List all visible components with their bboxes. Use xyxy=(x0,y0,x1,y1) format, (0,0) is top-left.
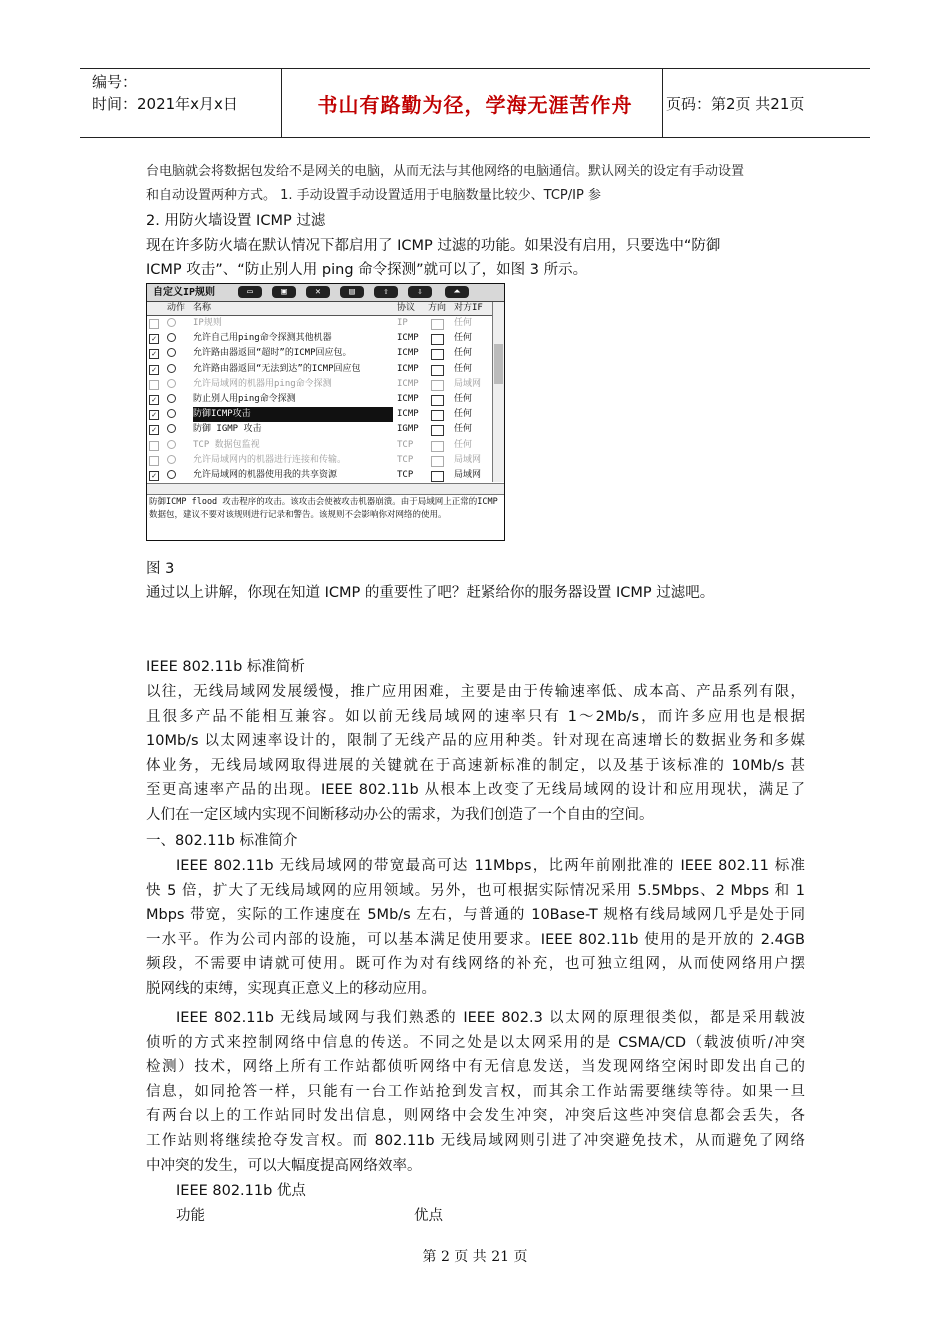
direction-icon xyxy=(431,395,444,406)
direction-icon xyxy=(431,410,444,421)
rule-name: 允许路由器返回“超时”的ICMP回应包。 xyxy=(193,348,352,359)
paragraph-line: 以往，无线局域网发展缓慢，推广应用困难，主要是由于传输速率低、成本高、产品系列有限， xyxy=(146,684,805,700)
action-icon xyxy=(167,318,176,327)
rule-protocol: TCP xyxy=(397,470,414,480)
action-icon xyxy=(167,394,176,403)
paragraph-line: 中冲突的发生，可以大幅度提高网络效率。 xyxy=(146,1157,422,1174)
header-page-info: 页码：第2页 共21页 xyxy=(666,94,805,113)
column-name: 名称 xyxy=(193,303,212,313)
rule-row xyxy=(147,438,492,453)
paragraph-line: Mbps 带宽，实际的工作速度在 5Mb/s 左右，与普通的 10Base-T 规格有线局域网几乎是处于同 xyxy=(146,907,805,924)
rule-protocol: ICMP xyxy=(397,394,419,404)
rule-checkbox: ✓ xyxy=(149,471,159,481)
action-icon xyxy=(167,470,176,479)
direction-icon xyxy=(431,349,444,360)
rule-checkbox xyxy=(149,456,159,466)
rule-checkbox: ✓ xyxy=(149,425,159,435)
rule-peer: 任何 xyxy=(454,348,473,359)
direction-icon xyxy=(431,334,444,345)
rule-name: TCP 数据包监视 xyxy=(193,439,260,450)
rule-row xyxy=(147,422,492,437)
firewall-rules-screenshot xyxy=(146,283,505,541)
rule-row xyxy=(147,362,492,377)
rule-description: 防御ICMP flood 攻击程序的攻击。该攻击会使被攻击机器崩溃。由于局域网上正常的ICMP数据包，建议不要对该规则进行记录和警告。该规则不会影响你对网络的使用。 xyxy=(149,497,498,520)
rule-checkbox: ✓ xyxy=(149,410,159,420)
direction-icon xyxy=(431,365,444,376)
action-icon xyxy=(167,379,176,388)
save-rule-icon: ▤ xyxy=(340,286,364,298)
rule-checkbox: ✓ xyxy=(149,365,159,375)
rules-column-header xyxy=(147,302,492,316)
action-icon xyxy=(167,333,176,342)
column-function-label: 功能 xyxy=(176,1208,205,1224)
rule-checkbox xyxy=(149,441,159,451)
rule-name: 防止别人用ping命令探测 xyxy=(193,394,296,404)
rule-checkbox xyxy=(149,380,159,390)
horizontal-scrollbar xyxy=(147,483,504,495)
direction-icon xyxy=(431,456,444,467)
paragraph-line: IEEE 802.11b 无线局域网与我们熟悉的 IEEE 802.3 以太网的原理很类似，都是采用载波 xyxy=(176,1010,805,1026)
paragraph-line: 快 5 倍，扩大了无线局域网的应用领域。另外，也可根据实际情况采用 5.5Mbps、2 Mbps 和 1 xyxy=(146,882,805,899)
paragraph-line: 体业务，无线局域网取得进展的关键就在于高速新标准的制定，以及基于该标准的 10Mb/s 甚 xyxy=(146,757,805,774)
move-down-icon: ⇩ xyxy=(408,286,432,298)
paragraph-line: 至更高速率产品的出现。IEEE 802.11b 从根本上改变了无线局域网的设计和应用现状，满足了 xyxy=(146,782,805,799)
header-meta xyxy=(92,71,238,115)
rule-peer: 局域网 xyxy=(454,378,482,389)
intro-line: 和自动设置两种方式。 1. 手动设置手动设置适用于电脑数量比较少、TCP/IP 参 xyxy=(146,188,601,203)
action-icon xyxy=(167,409,176,418)
paragraph-line: 信息，如同抢答一样，只能有一台工作站抢到发言权，而其余工作站需要继续等待。如果一旦 xyxy=(146,1083,805,1100)
page-footer: 第 2 页 共 21 页 xyxy=(422,1249,528,1265)
section-title: IEEE 802.11b 标准简析 xyxy=(146,659,305,675)
vertical-scrollbar xyxy=(492,302,504,482)
paragraph-line: 通过以上讲解，你现在知道 ICMP 的重要性了吧？赶紧给你的服务器设置 ICMP 过滤吧。 xyxy=(146,585,715,601)
rule-name: 防御ICMP攻击 xyxy=(193,407,393,422)
paragraph-line: 工作站则将继续抢夺发言权。而 802.11b 无线局域网则引进了冲突避免技术，从而避免了网络 xyxy=(146,1133,805,1149)
rule-peer: 任何 xyxy=(454,363,473,374)
rule-protocol: ICMP xyxy=(397,348,419,359)
rule-name: 防御 IGMP 攻击 xyxy=(193,424,262,435)
collapse-icon: ⏶ xyxy=(445,286,469,298)
paragraph-line: 有两台以上的工作站同时发出信息，则网络中会发生冲突，冲突后这些冲突信息都会丢失，各 xyxy=(146,1108,805,1125)
rule-protocol: ICMP xyxy=(397,378,419,389)
rule-row xyxy=(147,468,492,483)
window-titlebar xyxy=(147,284,504,302)
rule-protocol: TCP xyxy=(397,454,414,465)
delete-rule-icon: ✕ xyxy=(306,286,330,298)
rule-peer: 局域网 xyxy=(454,470,482,480)
rule-name: 允许局域网的机器用ping命令探测 xyxy=(193,378,332,389)
header-divider xyxy=(662,69,663,137)
rule-protocol: ICMP xyxy=(397,409,419,420)
add-rule-icon: ▭ xyxy=(238,286,262,298)
paragraph-line: 检测）技术，网络上所有工作站都侦听网络中有无信息发送，当发现网络空闲时即发出自己的 xyxy=(146,1059,805,1076)
rule-protocol: ICMP xyxy=(397,333,419,344)
paragraph-line: 频段，不需要申请就可使用。既可作为对有线网络的补充，也可独立组网，从而使网络用户摆 xyxy=(146,956,805,973)
rule-checkbox: ✓ xyxy=(149,395,159,405)
rule-row xyxy=(147,407,492,422)
move-up-icon: ⇧ xyxy=(374,286,398,298)
rule-row xyxy=(147,453,492,468)
paragraph-line: IEEE 802.11b 无线局域网的带宽最高可达 11Mbps，比两年前刚批准的 IEEE 802.11 标准 xyxy=(176,858,805,874)
figure-caption: 图 3 xyxy=(146,561,175,577)
direction-icon xyxy=(431,441,444,452)
paragraph-line: 侦听的方式来控制网络中信息的传送。不同之处是以太网采用的是 CSMA/CD（载波侦听/冲突 xyxy=(146,1034,805,1051)
rule-row xyxy=(147,346,492,361)
edit-rule-icon: ▣ xyxy=(272,286,296,298)
direction-icon xyxy=(431,425,444,436)
rule-peer: 任何 xyxy=(454,409,473,420)
column-action: 动作 xyxy=(167,303,186,313)
column-direction: 方向 xyxy=(428,303,447,313)
paragraph-line: 现在许多防火墙在默认情况下都启用了 ICMP 过滤的功能。如果没有启用，只要选中“防御 xyxy=(146,238,721,254)
paragraph-line: 10Mb/s 以太网速率设计的，限制了无线产品的应用种类。针对现在高速增长的数据业务和多媒 xyxy=(146,733,805,750)
header-motto: 书山有路勤为径，学海无涯苦作舟 xyxy=(317,92,633,117)
action-icon xyxy=(167,424,176,433)
rule-peer: 任何 xyxy=(454,439,473,450)
rule-name: IP规则 xyxy=(193,318,222,328)
rule-name: 允许局域网内的机器进行连接和传输。 xyxy=(193,454,347,465)
action-icon xyxy=(167,348,176,357)
column-protocol: 协议 xyxy=(397,303,416,313)
rule-row xyxy=(147,316,492,331)
intro-line: 台电脑就会将数据包发给不是网关的电脑，从而无法与其他网络的电脑通信。默认网关的设定有手动设置 xyxy=(146,164,745,179)
rule-checkbox: ✓ xyxy=(149,349,159,359)
number-label: 编号： xyxy=(92,73,138,91)
paragraph-line: 一水平。作为公司内部的设施，可以基本满足使用要求。IEEE 802.11b 使用的是开放的 2.4GB xyxy=(146,931,805,948)
rule-protocol: IGMP xyxy=(397,424,419,435)
action-icon xyxy=(167,455,176,464)
rule-row xyxy=(147,331,492,346)
rule-checkbox xyxy=(149,319,159,329)
paragraph-line: ICMP 攻击”、“防止别人用 ping 命令探测”就可以了，如图 3 所示。 xyxy=(146,262,588,278)
rule-checkbox: ✓ xyxy=(149,334,159,344)
rule-row xyxy=(147,392,492,407)
paragraph-line: 人们在一定区域内实现不间断移动办公的需求，为我们创造了一个自由的空间。 xyxy=(146,807,654,823)
window-title: 自定义IP规则 xyxy=(153,287,216,298)
rule-peer: 任何 xyxy=(454,318,473,328)
rule-peer: 任何 xyxy=(454,424,473,435)
column-advantage-label: 优点 xyxy=(414,1208,443,1224)
action-icon xyxy=(167,364,176,373)
rule-peer: 任何 xyxy=(454,394,473,404)
subsection-heading: 一、802.11b 标准简介 xyxy=(146,833,298,849)
direction-icon xyxy=(431,380,444,391)
rule-peer: 任何 xyxy=(454,333,473,344)
rule-name: 允许局域网的机器使用我的共享资源 xyxy=(193,470,338,480)
rule-name: 允许自己用ping命令探测其他机器 xyxy=(193,333,332,344)
rule-protocol: TCP xyxy=(397,439,414,450)
column-peer: 对方IF xyxy=(454,303,483,313)
section-heading: 2. 用防火墙设置 ICMP 过滤 xyxy=(146,213,326,229)
document-header xyxy=(80,68,870,138)
rule-row xyxy=(147,377,492,392)
rule-name: 允许路由器返回“无法到达”的ICMP回应包 xyxy=(193,363,361,374)
action-icon xyxy=(167,440,176,449)
advantages-title: IEEE 802.11b 优点 xyxy=(176,1183,306,1199)
rule-protocol: IP xyxy=(397,318,408,328)
direction-icon xyxy=(431,471,444,482)
paragraph-line: 脱网线的束缚，实现真正意义上的移动应用。 xyxy=(146,981,436,997)
direction-icon xyxy=(431,319,444,330)
scrollbar-thumb xyxy=(494,344,503,384)
paragraph-line: 且很多产品不能相互兼容。如以前无线局域网的速率只有 1～2Mb/s，而许多应用也是根据 xyxy=(146,708,805,725)
rule-protocol: ICMP xyxy=(397,363,419,374)
time-label: 时间：2021年x月x日 xyxy=(92,95,238,113)
rule-peer: 局域网 xyxy=(454,454,482,465)
header-divider xyxy=(281,69,282,137)
